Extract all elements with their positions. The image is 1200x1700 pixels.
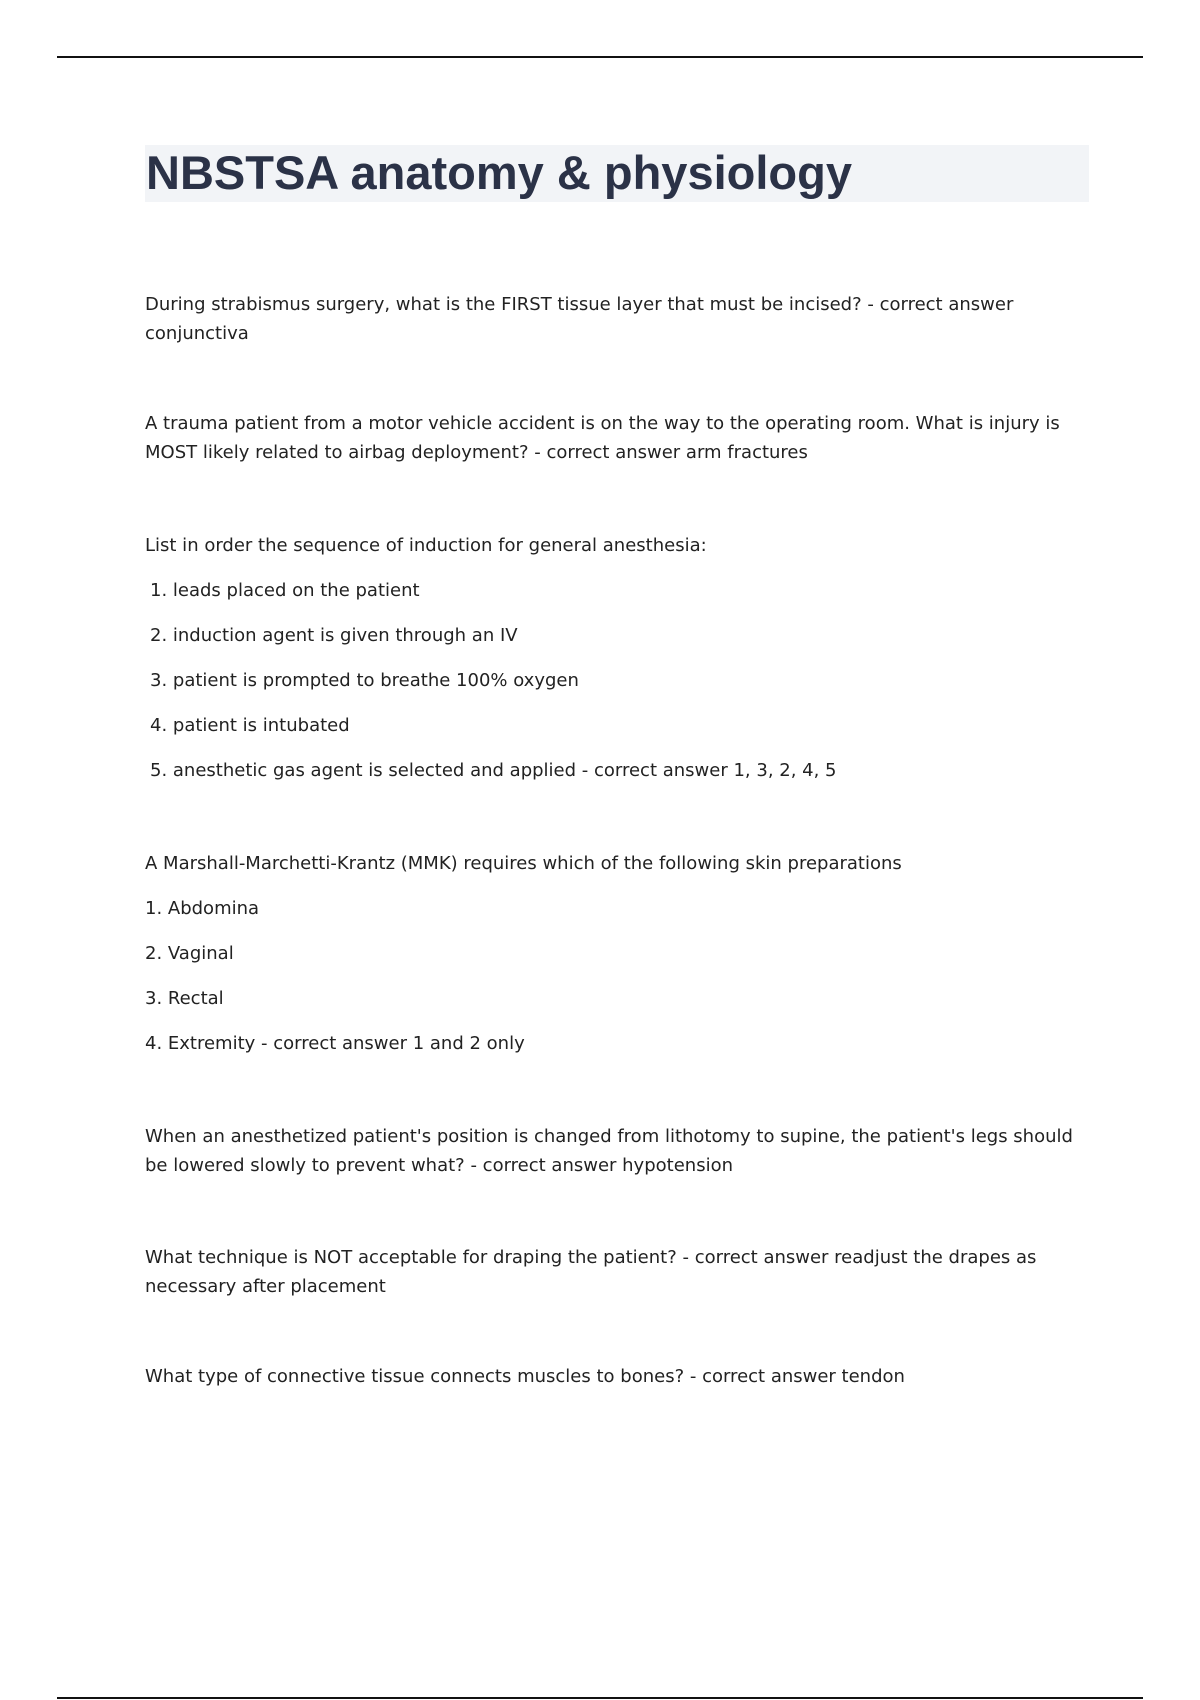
document-title: NBSTSA anatomy & physiology bbox=[146, 146, 852, 199]
qa-item bbox=[145, 531, 837, 785]
list-item: 2. induction agent is given through an IV bbox=[150, 625, 518, 646]
bottom-rule bbox=[57, 1697, 1143, 1699]
list-item: 1. Abdomina bbox=[145, 898, 260, 919]
list-item: 5. anesthetic gas agent is selected and applied - correct answer 1, 3, 2, 4, 5 bbox=[150, 760, 837, 781]
qa-item bbox=[145, 1362, 905, 1391]
question-text: During strabismus surgery, what is the FIRST tissue layer that must be incised? - correct answer conjunctiva bbox=[145, 294, 1014, 344]
top-rule bbox=[57, 56, 1143, 58]
list-item: 1. leads placed on the patient bbox=[150, 580, 420, 601]
list-item: 2. Vaginal bbox=[145, 943, 234, 964]
list-item: 4. patient is intubated bbox=[150, 715, 350, 736]
question-text: What technique is NOT acceptable for draping the patient? - correct answer readjust the drapes as necessary after placement bbox=[145, 1247, 1037, 1297]
list-item: 4. Extremity - correct answer 1 and 2 only bbox=[145, 1033, 525, 1054]
qa-item bbox=[145, 1243, 1075, 1301]
question-text: A trauma patient from a motor vehicle accident is on the way to the operating room. What is injury is MOST likely related to airbag deployment? - correct answer arm fractures bbox=[145, 413, 1060, 463]
answer-options bbox=[145, 894, 902, 1058]
qa-item bbox=[145, 1122, 1075, 1180]
qa-item bbox=[145, 290, 1075, 348]
question-text: List in order the sequence of induction for general anesthesia: bbox=[145, 535, 707, 556]
question-text: When an anesthetized patient's position is changed from lithotomy to supine, the patient's legs should be lowered slowly to prevent what? - correct answer hypotension bbox=[145, 1126, 1073, 1176]
list-item: 3. patient is prompted to breathe 100% oxygen bbox=[150, 670, 579, 691]
question-text: A Marshall-Marchetti-Krantz (MMK) requires which of the following skin preparations bbox=[145, 853, 902, 874]
list-item: 3. Rectal bbox=[145, 988, 224, 1009]
answer-options bbox=[145, 576, 837, 785]
qa-item bbox=[145, 409, 1075, 467]
qa-item bbox=[145, 849, 902, 1058]
question-text: What type of connective tissue connects muscles to bones? - correct answer tendon bbox=[145, 1366, 905, 1387]
